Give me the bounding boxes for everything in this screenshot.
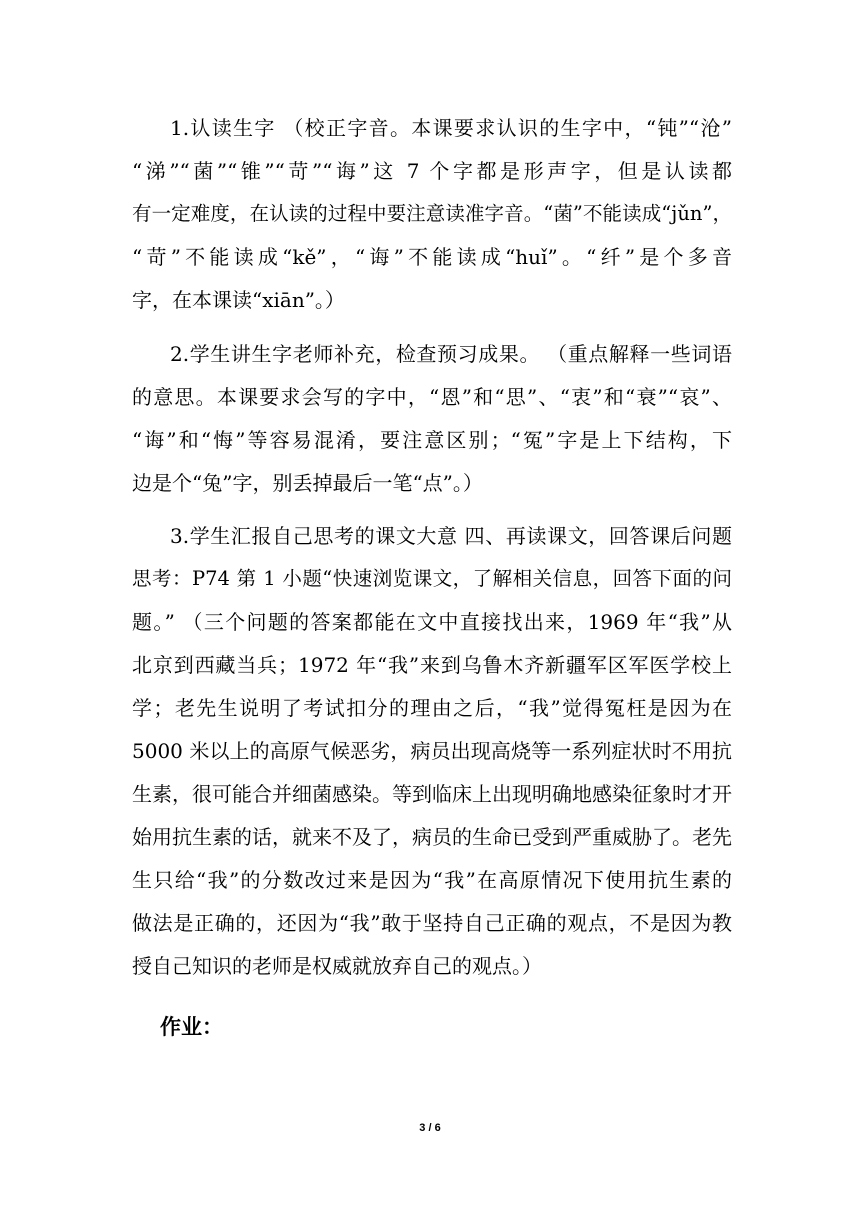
page-number: 3 / 6 xyxy=(419,1122,441,1134)
paragraph-2-line-2: 的意思。本课要求会写的字中，“恩”和“思”、“衷”和“衰”“哀”、 xyxy=(132,385,732,409)
paragraph-1-line-3: 有一定难度，在认读的过程中要注意读准字音。“菌”不能读成“jǔn”， xyxy=(132,202,732,225)
paragraph-3-line-11: 授自己知识的老师是权威就放弃自己的观点。） xyxy=(132,954,542,978)
paragraph-2-line-1: 2.学生讲生字老师补充，检查预习成果。 （重点解释一些词语 xyxy=(170,342,732,366)
paragraph-1-line-5: 字，在本课读“xiān”。） xyxy=(132,288,345,312)
homework-heading: 作业： xyxy=(160,1015,223,1039)
paragraph-3-line-10: 做法是正确的，还因为“我”敢于坚持自己正确的观点，不是因为教 xyxy=(132,911,732,935)
paragraph-3-line-4: 北京到西藏当兵；1972 年“我”来到乌鲁木齐新疆军区军医学校上 xyxy=(132,653,732,677)
paragraph-1-line-2: “涕”“菌”“锥”“苛”“诲”这 7 个字都是形声字，但是认读都 xyxy=(132,159,732,183)
paragraph-3-line-1: 3.学生汇报自己思考的课文大意 四、再读课文，回答课后问题 xyxy=(170,524,732,548)
paragraph-1-line-4: “苛”不能读成“kě”，“诲”不能读成“huǐ”。“纤”是个多音 xyxy=(132,245,732,269)
paragraph-3-line-5: 学；老先生说明了考试扣分的理由之后，“我”觉得冤枉是因为在 xyxy=(132,696,732,720)
paragraph-3-line-8: 始用抗生素的话，就来不及了，病员的生命已受到严重威胁了。老先 xyxy=(132,825,732,849)
paragraph-3-line-9: 生只给“我”的分数改过来是因为“我”在高原情况下使用抗生素的 xyxy=(132,868,732,892)
paragraph-1-line-1: 1.认读生字 （校正字音。本课要求认识的生字中，“钝”“沧” xyxy=(170,116,732,140)
paragraph-3-line-3: 题。” （三个问题的答案都能在文中直接找出来，1969 年“我”从 xyxy=(132,610,732,634)
paragraph-2-line-3: “诲”和“悔”等容易混淆，要注意区别；“冤”字是上下结构，下 xyxy=(132,428,732,452)
paragraph-3-line-2: 思考：P74 第 1 小题“快速浏览课文，了解相关信息，回答下面的问 xyxy=(132,567,732,590)
paragraph-3-line-7: 生素，很可能合并细菌感染。等到临床上出现明确地感染征象时才开 xyxy=(132,782,732,806)
paragraph-2-line-4: 边是个“兔”字，别丢掉最后一笔“点”。） xyxy=(132,471,483,495)
paragraph-3-line-6: 5000 米以上的高原气候恶劣，病员出现高烧等一系列症状时不用抗 xyxy=(132,739,732,763)
